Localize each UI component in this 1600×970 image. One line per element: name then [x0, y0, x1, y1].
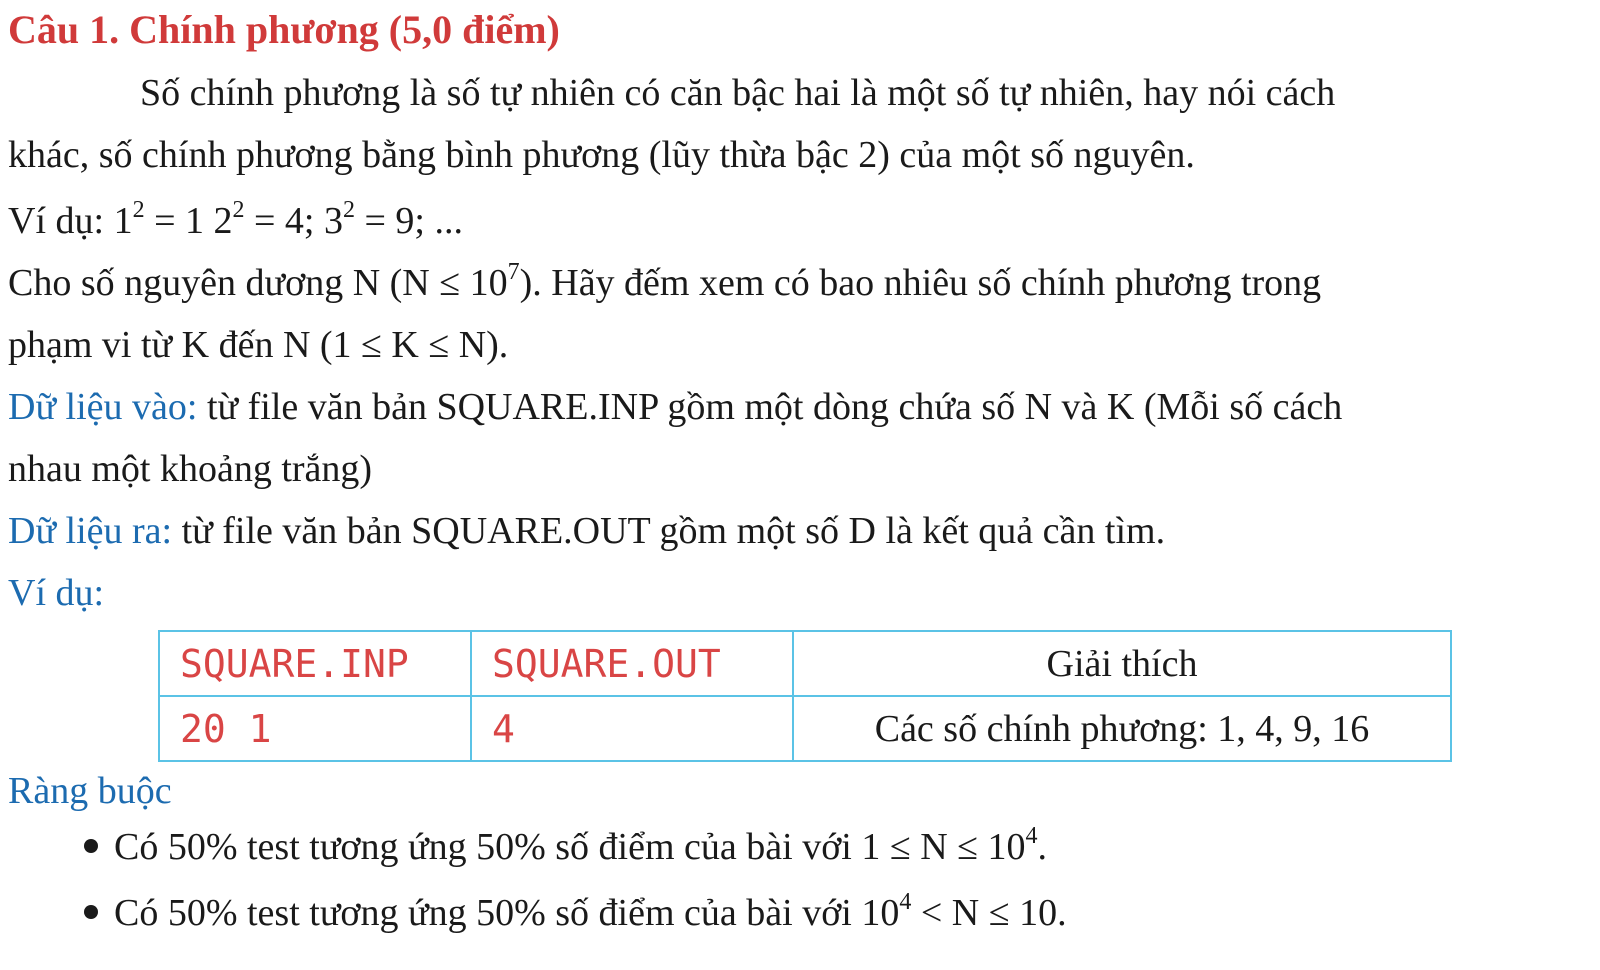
bullet-icon: [84, 905, 98, 919]
task-text: ). Hãy đếm xem có bao nhiêu số chính phương trong: [519, 262, 1322, 304]
example-label: Ví dụ:: [8, 200, 114, 242]
table-cell-output: 4: [471, 696, 793, 761]
example-term: 1: [113, 200, 133, 242]
task-line-1: [8, 259, 1322, 306]
table-header-explain: Giải thích: [793, 631, 1451, 696]
intro-line-2: khác, số chính phương bằng bình phương (lũy thừa bậc 2) của một số nguyên.: [8, 134, 1195, 176]
constraint-item-1: [84, 823, 1047, 870]
square-example-line: [8, 197, 463, 244]
constraint-exponent: 4: [899, 889, 912, 915]
output-text: từ file văn bản SQUARE.OUT gồm một số D là kết quả cần tìm.: [172, 510, 1166, 552]
input-line-2: nhau một khoảng trắng): [8, 448, 373, 490]
example-exponent: 2: [132, 197, 145, 223]
example-term: = 1 2: [144, 200, 233, 242]
table-row: [159, 696, 1451, 761]
example-term: = 4; 3: [244, 200, 343, 242]
input-line-1: [8, 386, 1342, 430]
example-exponent: 2: [232, 197, 245, 223]
constraint-text: Có 50% test tương ứng 50% số điểm của bài với 10: [114, 892, 900, 934]
intro-line-1: Số chính phương là số tự nhiên có căn bậc hai là một số tự nhiên, hay nói cách: [140, 72, 1336, 114]
example-exponent: 2: [343, 197, 355, 223]
table-header-output: SQUARE.OUT: [471, 631, 793, 696]
output-line: [8, 510, 1165, 554]
table-cell-explain: Các số chính phương: 1, 4, 9, 16: [793, 696, 1451, 761]
task-exponent: 7: [507, 259, 520, 285]
example-heading: Ví dụ:: [8, 572, 105, 614]
example-term: = 9; ...: [355, 200, 463, 242]
table-header-input: SQUARE.INP: [159, 631, 471, 696]
example-table: [158, 630, 1452, 762]
task-line-2: phạm vi từ K đến N (1 ≤ K ≤ N).: [8, 324, 509, 366]
table-cell-input: 20 1: [159, 696, 471, 761]
output-label: Dữ liệu ra:: [8, 510, 173, 552]
constraint-text: Có 50% test tương ứng 50% số điểm của bài với 1 ≤ N ≤ 10: [114, 826, 1026, 868]
task-text: Cho số nguyên dương N (N ≤ 10: [8, 262, 508, 304]
input-text: từ file văn bản SQUARE.INP gồm một dòng chứa số N và K (Mỗi số cách: [197, 386, 1343, 428]
problem-title: Câu 1. Chính phương (5,0 điểm): [8, 7, 560, 52]
input-label: Dữ liệu vào:: [8, 386, 198, 428]
constraint-item-2: [84, 889, 1067, 936]
bullet-icon: [84, 839, 98, 853]
constraint-text: .: [1037, 826, 1047, 868]
constraint-text: < N ≤ 10.: [911, 892, 1067, 934]
constraint-exponent: 4: [1025, 823, 1038, 849]
constraints-heading: Ràng buộc: [8, 770, 172, 812]
table-header-row: [159, 631, 1451, 696]
